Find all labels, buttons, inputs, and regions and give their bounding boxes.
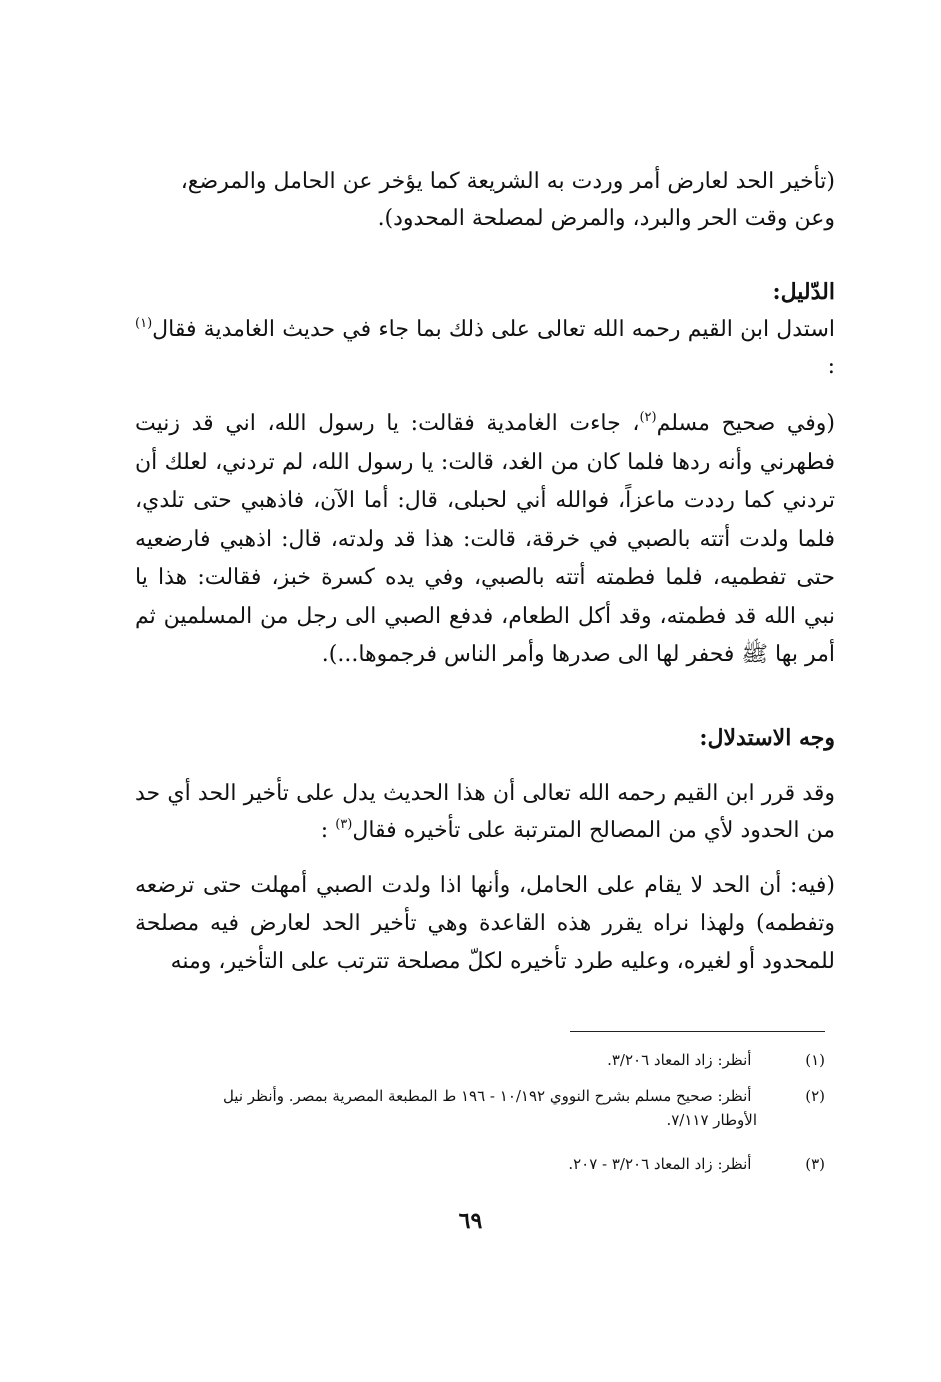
dalil-paragraph	[135, 311, 835, 385]
footnote-2	[130, 1084, 825, 1132]
footnote-1	[130, 1048, 825, 1072]
footnote-divider	[570, 1031, 825, 1032]
footnote-ref-1: (١)	[135, 316, 153, 331]
footnote-2-number: (٢)	[805, 1087, 825, 1105]
dalil-colon: :	[827, 354, 835, 379]
wajh-text: وقد قرر ابن القيم رحمه الله تعالى أن هذا الحديث يدل على تأخير الحد أي حد من الحدود لأي من المصالح المترتبة على تأخيره فقال	[135, 781, 835, 843]
wajh-section	[135, 720, 835, 757]
footnote-1-text: أنظر: زاد المعاد ٣/٢٠٦.	[607, 1051, 752, 1069]
quote-paragraph: (فيه: أن الحد لا يقام على الحامل، وأنها اذا ولدت الصبي أمهلت حتى ترضعه وتفطمه) ولهذا نراه يقرر هذه القاعدة وهي تأخير الحد لعارض فيه مصلحة للمحدود أو لغيره، وعليه طرد تأخيره لكلّ مصلحة تترتب على التأخير، ومنه	[135, 873, 835, 974]
intro-block	[135, 163, 835, 237]
quote-block	[135, 867, 835, 981]
footnote-2-continuation: الأوطار ٧/١١٧.	[666, 1111, 757, 1129]
footnote-1-number: (١)	[805, 1051, 825, 1069]
intro-line-1: (تأخير الحد لعارض أمر وردت به الشريعة كما يؤخر عن الحامل والمرضع،	[180, 169, 835, 194]
dalil-text: استدل ابن القيم رحمه الله تعالى على ذلك بما جاء في حديث الغامدية فقال	[152, 317, 835, 342]
footnote-ref-2: (٢)	[639, 410, 657, 425]
hadith-text: ، جاءت الغامدية فقالت: يا رسول الله، اني قد زنيت فطهرني وأنه ردها فلما كان من الغد، قالت: يا رسول الله، لم تردني، لعلك أن تردني كما رددت ماعزاً، فوالله أني لحبلى، قال: أما الآن، فاذهبي حتى تلدي، فلما ولدت أتته بالصبي في خرقة، قالت: هذا قد ولدته، قال: اذهبي فارضعيه حتى تفطميه، فلما فطمته أتته بالصبي، وفي يده كسرة خبز، فقالت: هذا يا نبي الله قد فطمته، وقد أكل الطعام، فدفع الصبي الى رجل من المسلمين ثم أمر بها ﷺ فحفر لها الى صدرها وأمر الناس فرجموها...).	[135, 411, 835, 667]
footnote-3	[130, 1152, 825, 1176]
footnote-ref-3: (٣)	[335, 817, 353, 832]
page-number: ٦٩	[458, 1208, 483, 1234]
dalil-section	[135, 274, 835, 385]
intro-line-2: وعن وقت الحر والبرد، والمرض لمصلحة المحدود).	[377, 206, 835, 231]
wajh-paragraph	[135, 775, 835, 849]
hadith-block	[135, 405, 835, 675]
footnote-3-text: أنظر: زاد المعاد ٣/٢٠٦ - ٢٠٧.	[568, 1155, 752, 1173]
wajh-heading: وجه الاستدلال:	[699, 725, 835, 751]
footnote-2-text: أنظر: صحيح مسلم بشرح النووي ١٠/١٩٢ - ١٩٦ ط المطبعة المصرية بمصر. وأنظر نيل	[222, 1087, 752, 1105]
footnote-3-number: (٣)	[805, 1155, 825, 1173]
hadith-start: (وفي صحيح مسلم	[656, 411, 835, 436]
dalil-heading: الدّليل:	[772, 279, 835, 305]
wajh-block	[135, 775, 835, 849]
wajh-colon: :	[320, 818, 329, 843]
hadith-paragraph	[135, 405, 835, 675]
